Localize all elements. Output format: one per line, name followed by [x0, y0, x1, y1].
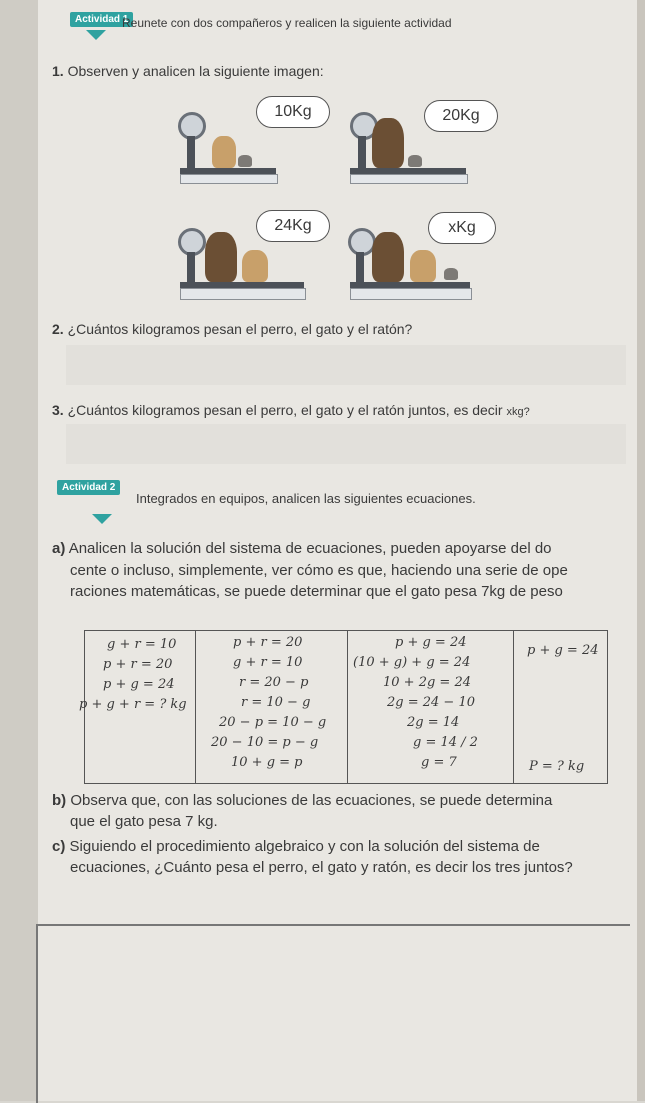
question-c-label: c)	[52, 838, 66, 855]
scale-post	[187, 136, 195, 170]
question-2	[52, 321, 412, 337]
question-a-label: a)	[52, 540, 66, 557]
equation: 20 − p = 10 − g	[219, 715, 327, 730]
equation: p + g + r = ? kg	[79, 697, 187, 712]
answer-space[interactable]	[66, 345, 626, 385]
equation: r = 10 − g	[241, 695, 311, 710]
question-1-number: 1.	[52, 63, 64, 79]
equation: 2g = 14	[407, 715, 460, 730]
equation: 20 − 10 = p − g	[211, 735, 319, 750]
question-3-number: 3.	[52, 402, 64, 418]
question-2-number: 2.	[52, 321, 64, 337]
question-b	[52, 792, 552, 809]
equation: p + r = 20	[103, 657, 173, 672]
question-3	[52, 402, 530, 418]
scale-post	[356, 252, 364, 284]
scale-base	[350, 288, 472, 300]
activity-2-instruction: Integrados en equipos, analicen las siguientes ecuaciones.	[136, 491, 476, 506]
page-shadow	[0, 0, 38, 1101]
weight-bubble: xKg	[428, 212, 496, 244]
cat-icon	[410, 250, 436, 282]
activity-2-badge: Actividad 2	[57, 480, 120, 495]
badge-tail-icon	[92, 514, 112, 524]
equation: 10 + 2g = 24	[383, 675, 471, 690]
weight-bubble: 10Kg	[256, 96, 330, 128]
equation: 2g = 24 − 10	[387, 695, 475, 710]
table-column-2	[195, 631, 348, 783]
dog-icon	[372, 118, 404, 168]
answer-box[interactable]	[36, 924, 630, 1103]
activity-1-badge: Actividad 1	[70, 12, 133, 27]
activity-1-instruction: Reunete con dos compañeros y realicen la siguiente actividad	[122, 16, 452, 30]
dog-icon	[205, 232, 237, 282]
mouse-icon	[444, 268, 458, 280]
question-b-line-1: Observa que, con las soluciones de las ecuaciones, se puede determina	[70, 792, 553, 809]
equation: p + g = 24	[527, 643, 599, 658]
scale-base	[180, 174, 278, 184]
table-column-1	[79, 631, 196, 783]
scale-base	[180, 288, 306, 300]
scale-base	[350, 174, 468, 184]
question-1	[52, 63, 324, 79]
table-column-4	[513, 631, 607, 783]
question-c-line-1: Siguiendo el procedimiento algebraico y con la solución del sistema de	[69, 838, 540, 855]
question-3-tail: xkg?	[506, 406, 530, 418]
question-b-label: b)	[52, 792, 67, 809]
equation: 10 + g = p	[231, 755, 303, 770]
question-1-text: Observen y analicen la siguiente imagen:	[67, 63, 324, 79]
question-c	[52, 838, 540, 855]
equation: p + g = 24	[395, 635, 467, 650]
equation: g + r = 10	[107, 637, 177, 652]
scale-post	[358, 136, 366, 170]
mouse-icon	[238, 155, 252, 167]
equations-table	[79, 630, 608, 784]
question-b-line-2: que el gato pesa 7 kg.	[70, 813, 218, 830]
answer-space[interactable]	[66, 424, 626, 464]
table-column-3	[347, 631, 514, 783]
scale-post	[187, 252, 195, 284]
cat-icon	[212, 136, 236, 168]
equation: r = 20 − p	[239, 675, 309, 690]
weight-bubble: 24Kg	[256, 210, 330, 242]
equation: g = 14 / 2	[413, 735, 478, 750]
question-a-line-1: Analicen la solución del sistema de ecuaciones, pueden apoyarse del do	[68, 540, 552, 557]
equation: (10 + g) + g = 24	[353, 655, 471, 670]
equation: p + g = 24	[103, 677, 175, 692]
weight-bubble: 20Kg	[424, 100, 498, 132]
mouse-icon	[408, 155, 422, 167]
question-c-line-2: ecuaciones, ¿Cuánto pesa el perro, el gato y ratón, es decir los tres juntos?	[70, 859, 573, 876]
question-2-text: ¿Cuántos kilogramos pesan el perro, el gato y el ratón?	[67, 321, 413, 337]
page-edge	[637, 0, 645, 1101]
question-3-text: ¿Cuántos kilogramos pesan el perro, el gato y el ratón juntos, es decir	[67, 402, 503, 418]
equation: P = ? kg	[529, 759, 585, 774]
question-a	[52, 540, 552, 557]
badge-tail-icon	[86, 30, 106, 40]
equation: g = 7	[421, 755, 457, 770]
cat-icon	[242, 250, 268, 282]
dog-icon	[372, 232, 404, 282]
question-a-line-3: raciones matemáticas, se puede determinar que el gato pesa 7kg de peso	[70, 583, 563, 600]
equation: p + r = 20	[233, 635, 303, 650]
question-a-line-2: cente o incluso, simplemente, ver cómo es que, haciendo una serie de ope	[70, 562, 568, 579]
equation: g + r = 10	[233, 655, 303, 670]
